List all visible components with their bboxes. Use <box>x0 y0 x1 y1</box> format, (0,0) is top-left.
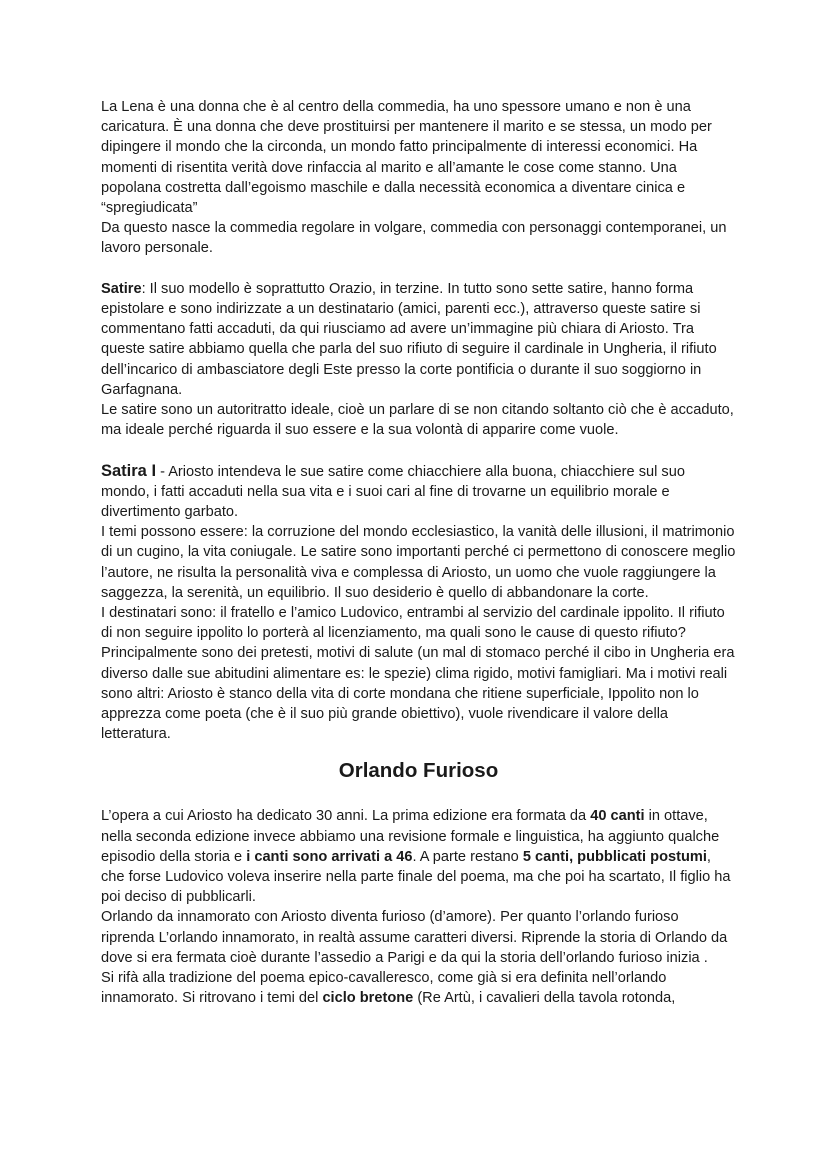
bold-run: 40 canti <box>590 808 645 825</box>
satire-heading: Satire <box>101 280 142 297</box>
document-page <box>101 97 736 1009</box>
satire-text: : Il suo modello è soprattutto Orazio, in terzine. In tutto sono sette satire, hanno forma epistolare e sono indirizzate a un destinatario (amici, parenti ecc.), attraverso queste satire si commentano fatti accaduti, da qui riusciamo ad avere un’immagine più chiara di Ariosto. Tra queste satire abbiamo quella che parla del suo rifiuto di seguire il cardinale in Ungheria, il rifiuto dell’incarico di ambasciatore degli Este presso la corte pontificia o durante il suo soggiorno in Garfagnana. <box>101 280 717 398</box>
text-run: in ottave, nella seconda edizione invece abbiamo una revisione formale e linguistica, ha aggiunto qualche episodio della storia e <box>101 808 720 865</box>
satire-autoritratto-paragraph: Le satire sono un autoritratto ideale, cioè un parlare di se non citando soltanto ciò che è accaduto, ma ideale perché riguarda il suo essere e la sua volontà di apparire come vuole. <box>101 402 734 439</box>
satira1-destinatari-paragraph: I destinatari sono: il fratello e l’amico Ludovico, entrambi al servizio del cardinale ippolito. Il rifiuto di non seguire ippolito lo porterà al licenziamento, ma quali sono le cause di questo rifiuto? Principalmente sono dei pretesti, motivi di salute (un mal di stomaco perché il cibo in Ungheria era diverso dalle sue abitudini alimentare es: le spezie) clima rigido, motivi famigliari. Ma i motivi reali sono altri: Ariosto è stanco della vita di corte mondana che ritiene superficiale, Ippolito non lo apprezza come poeta (che è il suo più grande obiettivo), vuole rivendicare il valore della letteratura. <box>101 605 735 743</box>
text-run: (Re Artù, i cavalieri della tavola rotonda, <box>413 990 676 1007</box>
orlando-tradizione-paragraph <box>101 968 736 1008</box>
lena-paragraph: La Lena è una donna che è al centro della commedia, ha uno spessore umano e non è una caricatura. È una donna che deve prostituirsi per mantenere il marito e se stessa, un modo per dipingere il mondo che la circonda, un mondo fatto principalmente di interessi economici. Ha momenti di risentita verità dove rinfaccia al marito e all’amante le cose come stanno. Una popolana costretta dall’egoismo maschile e dalla necessità economica a diventare cinica e “spregiudicata” <box>101 99 712 217</box>
lena-conclusion-paragraph: Da questo nasce la commedia regolare in volgare, commedia con personaggi contemporanei, un lavoro personale. <box>101 220 727 257</box>
bold-run: i canti sono arrivati a 46 <box>246 848 413 865</box>
bold-run: ciclo bretone <box>322 990 414 1007</box>
bold-run: 5 canti, pubblicati postumi <box>522 848 707 865</box>
text-run: L’opera a cui Ariosto ha dedicato 30 anni. La prima edizione era formata da <box>101 808 591 825</box>
satira1-temi-paragraph: I temi possono essere: la corruzione del mondo ecclesiastico, la vanità delle illusioni, il matrimonio di un cugino, la vita coniugale. Le satire sono importanti perché ci permettono di conoscere meglio l’autore, ne risulta la personalità viva e complessa di Ariosto, un uomo che vuole raggiungere la saggezza, la serenità, un equilibrio. Il suo desiderio è quello di abbandonare la corte. <box>101 524 736 601</box>
spacer <box>101 440 736 460</box>
text-run: , che forse Ludovico voleva inserire nella parte finale del poema, ma che poi ha scartato, Il figlio ha poi deciso di pubblicarli. <box>101 848 731 906</box>
text-run: Si rifà alla tradizione del poema epico-cavalleresco, come già si era definita nell’orlando innamorato. Si ritrovano i temi del <box>101 970 667 1007</box>
satira1-heading: Satira I <box>101 461 157 480</box>
satira1-paragraph <box>101 461 736 523</box>
orlando-innamorato-paragraph: Orlando da innamorato con Ariosto diventa furioso (d’amore). Per quanto l’orlando furioso riprenda L’orlando innamorato, in realtà assume caratteri diversi. Riprende la storia di Orlando da dove si era fermata cioè durante l’assedio a Parigi e da qui la storia dell’orlando furioso inizia . <box>101 909 728 966</box>
orlando-edizioni-paragraph <box>101 806 736 907</box>
orlando-furioso-title: Orlando Furioso <box>338 759 499 783</box>
text-run: . A parte restano <box>412 848 523 865</box>
spacer <box>101 259 736 279</box>
satire-paragraph <box>101 279 736 400</box>
satira1-text: - Ariosto intendeva le sue satire come chiacchiere alla buona, chiacchiere sul suo mondo, i fatti accaduti nella sua vita e i suoi cari al fine di trovarne un equilibrio morale e divertimento garbato. <box>101 463 685 521</box>
